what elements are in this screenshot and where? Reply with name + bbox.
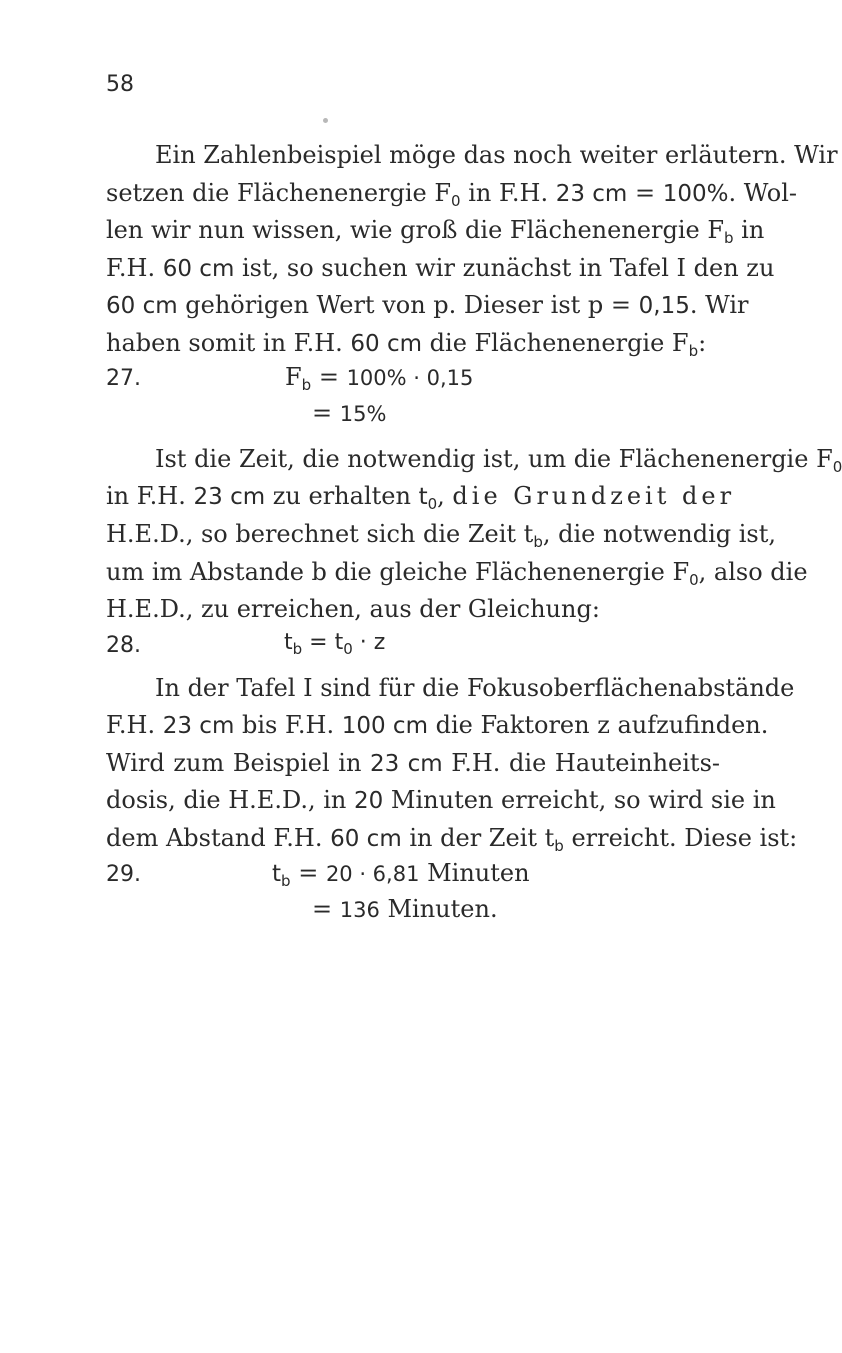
- text-line: H.E.D., so berechnet sich die Zeit $t_b$, die notwendig ist,: [106, 520, 777, 551]
- text-line: in F.H. 23 cm zu erhalten $t_0$, die Grundzeit der: [106, 482, 736, 513]
- text-line: Ist die Zeit, die notwendig ist, um die Flächenenergie $F_0$: [155, 445, 842, 476]
- equation-line: $F_b = 100\% \cdot 0,15$: [285, 363, 474, 394]
- equation-number: 29.: [106, 862, 141, 887]
- text-line: F.H. 23 cm bis F.H. 100 cm die Faktoren z aufzufinden.: [106, 711, 769, 739]
- text-line: dem Abstand F.H. 60 cm in der Zeit $t_b$ erreicht. Diese ist:: [106, 824, 798, 855]
- equation-number: 27.: [106, 366, 141, 391]
- text-line: In der Tafel I sind für die Fokusoberflächenabstände: [155, 674, 795, 702]
- text-line: F.H. 60 cm ist, so suchen wir zunächst in Tafel I den zu: [106, 254, 775, 282]
- text-line: dosis, die H.E.D., in 20 Minuten erreicht, so wird sie in: [106, 786, 776, 814]
- page-number: 58: [106, 72, 134, 97]
- equation-line: $t_b = t_0 \cdot z$: [284, 630, 386, 658]
- text-line: setzen die Flächenenergie $F_0$ in F.H. 23 cm = 100%. Wol-: [106, 179, 798, 210]
- equation-line: = 136 Minuten.: [312, 895, 498, 923]
- print-speck: [323, 118, 328, 123]
- equation-line: $t_b = 20 \cdot 6,81$ Minuten: [272, 859, 530, 890]
- text-line: 60 cm gehörigen Wert von p. Dieser ist p = 0,15. Wir: [106, 291, 749, 319]
- text-line: um im Abstande b die gleiche Flächenenergie $F_0$, also die: [106, 558, 808, 589]
- text-line: H.E.D., zu erreichen, aus der Gleichung:: [106, 595, 600, 623]
- text-line: len wir nun wissen, wie groß die Flächenenergie $F_b$ in: [106, 216, 765, 247]
- equation-line: = 15%: [312, 399, 387, 427]
- equation-number: 28.: [106, 633, 141, 658]
- text-line: Wird zum Beispiel in 23 cm F.H. die Hauteinheits-: [106, 749, 720, 777]
- text-line: Ein Zahlenbeispiel möge das noch weiter erläutern. Wir: [155, 141, 838, 169]
- text-line: haben somit in F.H. 60 cm die Flächenenergie $F_b$:: [106, 329, 707, 360]
